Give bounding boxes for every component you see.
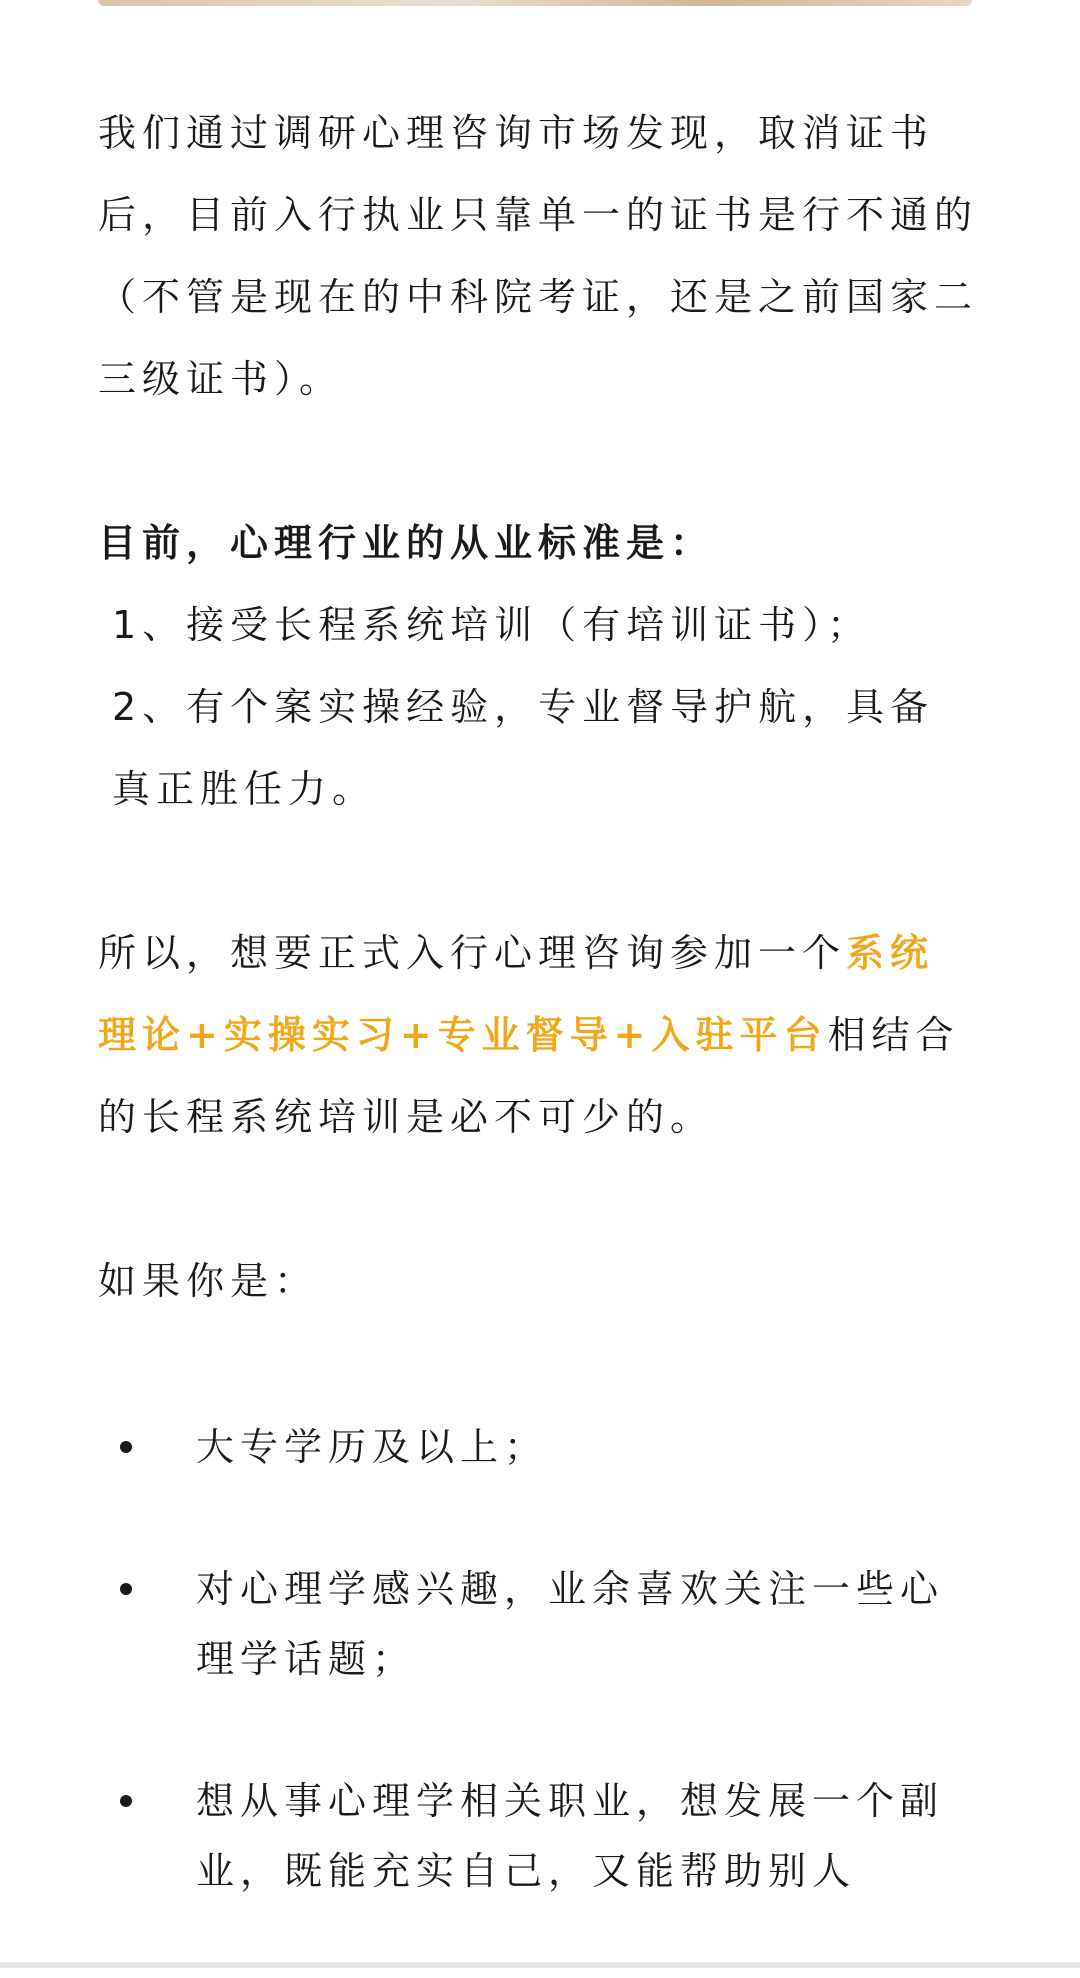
conclusion-text-before: 所以，想要正式入行心理咨询参加一个: [98, 931, 847, 975]
list-item-text: 想从事心理学相关职业，想发展一个副业，既能充实自己，又能帮助别人: [196, 1779, 945, 1893]
criteria-list: [98, 1412, 978, 1906]
list-item: [98, 1554, 978, 1694]
standards-heading: 目前，心理行业的从业标准是：: [98, 521, 715, 565]
conclusion-text-after: 相结合的长程系统培训是必不可少的。: [98, 1013, 960, 1139]
bullet-dot-icon: [120, 1441, 132, 1453]
list-item-text: 大专学历及以上；: [196, 1425, 549, 1469]
bottom-divider: [0, 1962, 1080, 1968]
list-item-text: 对心理学感兴趣，业余喜欢关注一些心理学话题；: [196, 1567, 945, 1681]
article-body: [98, 92, 978, 1978]
intro-paragraph: 我们通过调研心理咨询市场发现，取消证书后，目前入行执业只靠单一的证书是行不通的（不管是现在的中科院考证，还是之前国家二三级证书）。: [98, 111, 979, 401]
list-item: [98, 1412, 978, 1482]
conclusion-paragraph: [98, 912, 978, 1158]
article-top-image: [98, 0, 972, 6]
list-item: [98, 1766, 978, 1906]
standard-item-1: 1、接受长程系统培训（有培训证书）；: [112, 603, 872, 647]
if-you-are-label: 如果你是：: [98, 1259, 319, 1303]
standard-item-2: 2、有个案实操经验，专业督导护航，具备真正胜任力。: [112, 685, 935, 811]
bullet-dot-icon: [120, 1795, 132, 1807]
bullet-dot-icon: [120, 1583, 132, 1595]
conclusion-highlight: 系统理论+实操实习+专业督导+入驻平台: [98, 931, 935, 1057]
